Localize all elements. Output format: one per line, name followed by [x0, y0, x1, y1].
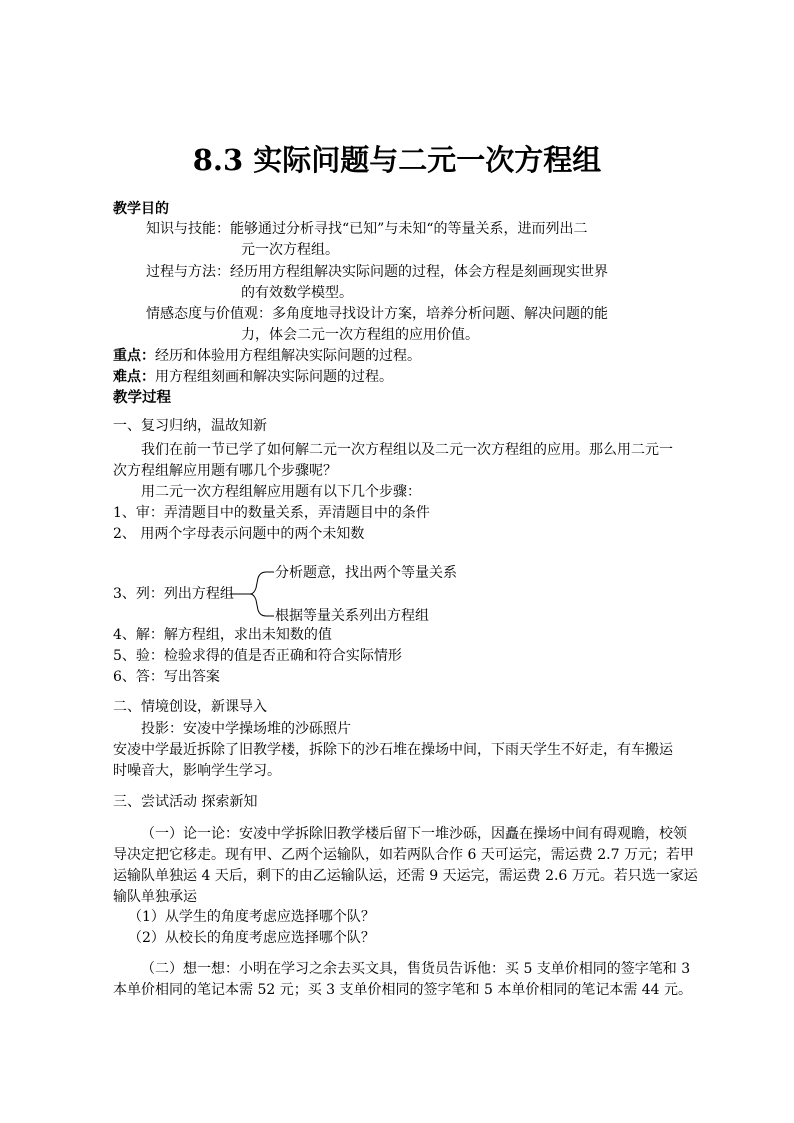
section2-heading: 二、情境创设，新课导入: [113, 699, 267, 715]
think-line1: （二）想一想：小明在学习之余去买文具，售货员告诉他：买 5 支单价相同的签字笔和 3: [141, 961, 691, 977]
question-1: （1）从学生的角度考虑应选择哪个队？: [128, 909, 375, 925]
difficulty: [113, 367, 393, 387]
difficulty-label: 难点：: [113, 369, 155, 385]
step-3-label: 3、列：列出方程组: [113, 586, 234, 602]
discuss-line4: 输队单独承运: [113, 889, 197, 905]
step-5: 5、验：检验求得的值是否正确和符合实际情形: [113, 648, 402, 664]
key-point-text: 经历和体验用方程组解决实际问题的过程。: [155, 348, 421, 364]
discuss-line3: 运输队单独运 4 天后，剩下的由乙运输队运，还需 9 天运完，需运费 2.6 万元。若只选一家运: [113, 868, 698, 884]
step-3-branch-top: 分析题意，找出两个等量关系: [275, 565, 457, 581]
steps-intro: 用二元一次方程组解应用题有以下几个步骤：: [141, 484, 421, 500]
step-6: 6、答：写出答案: [113, 669, 220, 685]
objective-knowledge-line1: 知识与技能：能够通过分析寻找“已知”与未知“的等量关系，进而列出二: [146, 221, 588, 237]
section1-para-line2: 次方程组解应用题有哪几个步骤呢？: [113, 463, 337, 479]
step-3-branch-bottom: 根据等量关系列出方程组: [275, 608, 429, 624]
process-heading: 教学过程: [113, 389, 171, 406]
think-line2: 本单价相同的笔记本需 52 元；买 3 支单价相同的签字笔和 5 本单价相同的笔记本需 44 元。: [113, 982, 693, 998]
objective-knowledge-line2: 元一次方程组。: [241, 242, 339, 258]
question-2: （2）从校长的角度考虑应选择哪个队？: [128, 930, 375, 946]
objectives-heading: 教学目的: [113, 201, 169, 217]
discuss-line2: 导决定把它移走。现有甲、乙两个运输队，如若两队合作 6 天可运完，需运费 2.7 万元；若甲: [113, 847, 694, 863]
section2-para-line2: 时噪音大，影响学生学习。: [113, 763, 281, 779]
objective-emotion-line2: 力，体会二元一次方程组的应用价值。: [241, 327, 479, 343]
step-1: 1、审：弄清题目中的数量关系，弄清题目中的条件: [113, 505, 430, 521]
objective-process-line1: 过程与方法：经历用方程组解决实际问题的过程，体会方程是刻画现实世界: [146, 264, 608, 280]
section1-para-line1: 我们在前一节已学了如何解二元一次方程组以及二元一次方程组的应用。那么用二元一: [141, 442, 673, 458]
difficulty-text: 用方程组刻画和解决实际问题的过程。: [155, 369, 393, 385]
key-point: [113, 346, 421, 366]
section2-para-line1: 安凌中学最近拆除了旧教学楼，拆除下的沙石堆在操场中间，下雨天学生不好走，有车搬运: [113, 742, 673, 758]
objective-emotion-line1: 情感态度与价值观：多角度地寻找设计方案，培养分析问题、解决问题的能: [146, 306, 608, 322]
objective-process-line2: 的有效数学模型。: [241, 285, 353, 301]
section2-projection: 投影：安凌中学操场堆的沙砾照片: [141, 721, 351, 737]
step-2: 2、 用两个字母表示问题中的两个未知数: [113, 526, 365, 542]
section3-heading: 三、尝试活动 探索新知: [113, 794, 258, 810]
step-4: 4、解：解方程组，求出未知数的值: [113, 627, 332, 643]
discuss-line1: （一）论一论：安凌中学拆除旧教学楼后留下一堆沙砾，因矗在操场中间有碍观瞻，校领: [141, 826, 687, 842]
section1-heading: 一、复习归纳，温故知新: [113, 418, 267, 434]
page-title: 8.3 实际问题与二元一次方程组: [192, 143, 602, 177]
bracket-connector: [228, 566, 278, 622]
key-point-label: 重点：: [113, 348, 155, 364]
